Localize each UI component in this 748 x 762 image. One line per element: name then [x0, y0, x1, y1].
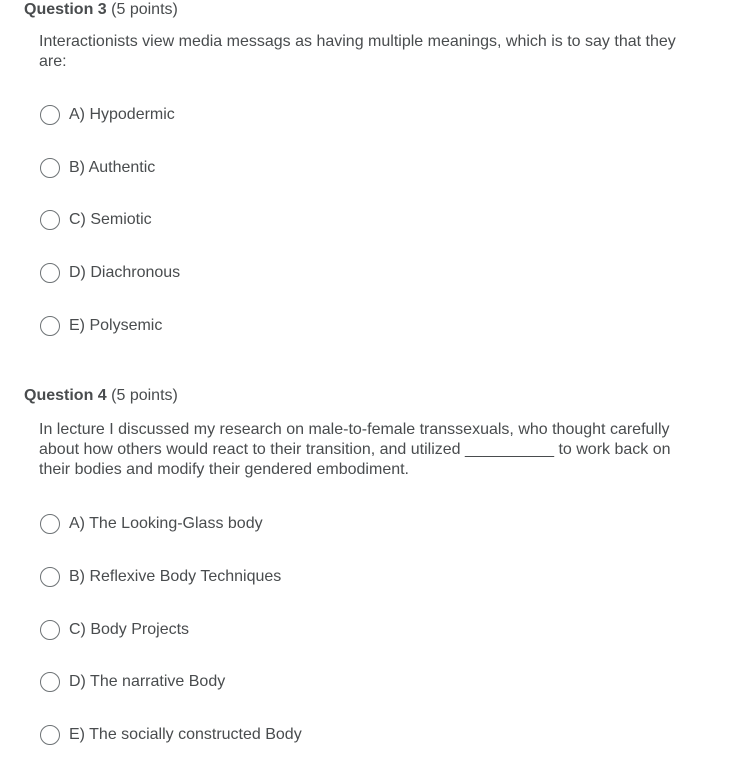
radio-icon[interactable]: [40, 567, 60, 587]
question-prompt: In lecture I discussed my research on male-to-female transsexuals, who thought carefully about how others would react to their transition, and utilized __________ to work back on their bodies and modify their gendered embodiment.: [39, 421, 671, 478]
question-title: Question 4: [24, 387, 107, 404]
option-label: C) Body Projects: [69, 621, 190, 638]
option-c[interactable]: [40, 618, 189, 642]
option-e[interactable]: [40, 314, 162, 338]
radio-icon[interactable]: [40, 672, 60, 692]
radio-icon[interactable]: [40, 105, 60, 125]
option-c[interactable]: [40, 208, 152, 232]
option-label: E) The socially constructed Body: [69, 726, 302, 743]
option-e[interactable]: [40, 723, 302, 747]
option-label: A) Hypodermic: [69, 106, 175, 123]
option-label: B) Authentic: [69, 159, 156, 176]
radio-icon[interactable]: [40, 316, 60, 336]
option-b[interactable]: [40, 156, 155, 180]
question-header: [24, 0, 178, 20]
option-d[interactable]: [40, 670, 225, 694]
option-label: D) The narrative Body: [69, 673, 226, 690]
question-prompt: Interactionists view media messags as having multiple meanings, which is to say that they are:: [39, 33, 676, 70]
radio-icon[interactable]: [40, 725, 60, 745]
question-title: Question 3: [24, 1, 107, 18]
option-label: E) Polysemic: [69, 317, 163, 334]
option-label: C) Semiotic: [69, 211, 152, 228]
radio-icon[interactable]: [40, 158, 60, 178]
option-b[interactable]: [40, 565, 281, 589]
radio-icon[interactable]: [40, 514, 60, 534]
question-header: [24, 386, 178, 406]
question-points: (5 points): [111, 387, 178, 404]
option-label: B) Reflexive Body Techniques: [69, 568, 282, 585]
option-a[interactable]: [40, 512, 263, 536]
radio-icon[interactable]: [40, 620, 60, 640]
radio-icon[interactable]: [40, 263, 60, 283]
option-label: A) The Looking-Glass body: [69, 515, 263, 532]
question-points: (5 points): [111, 1, 178, 18]
radio-icon[interactable]: [40, 210, 60, 230]
option-label: D) Diachronous: [69, 264, 181, 281]
option-a[interactable]: [40, 103, 175, 127]
option-d[interactable]: [40, 261, 180, 285]
